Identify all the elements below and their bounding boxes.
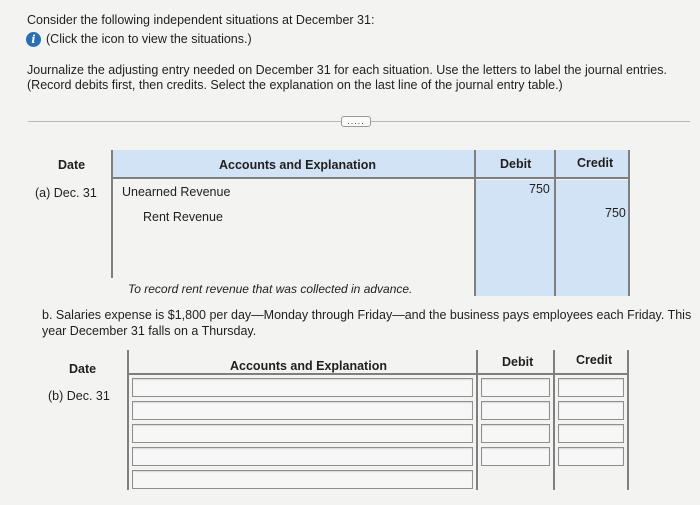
entry-date-b: (b) Dec. 31 [48, 389, 110, 403]
debit-column-bg [476, 180, 555, 296]
debit-input-4[interactable] [481, 447, 550, 466]
col-divider-date-b [127, 350, 129, 490]
debit-amount[interactable]: 750 [529, 182, 550, 196]
credit-account[interactable]: Rent Revenue [143, 210, 223, 224]
debit-input-3[interactable] [481, 424, 550, 443]
header-accounts-b: Accounts and Explanation [230, 359, 387, 373]
header-bottom-rule [112, 177, 630, 179]
account-input-4[interactable] [132, 447, 473, 466]
col-divider-credit-b [627, 350, 629, 490]
header-date-b: Date [69, 362, 97, 376]
entry-date: (a) Dec. 31 [35, 186, 97, 200]
header-accounts: Accounts and Explanation [219, 158, 376, 172]
intro-text: Consider the following independent situations at December 31: [27, 13, 375, 27]
expand-more-button[interactable]: ..... [341, 116, 371, 127]
instructions-line-1: Journalize the adjusting entry needed on December 31 for each situation. Use the letters to label the journal entries. [27, 63, 667, 77]
entry-explanation[interactable]: To record rent revenue that was collected in advance. [128, 282, 413, 296]
col-divider-credit [628, 150, 630, 296]
credit-input-3[interactable] [558, 424, 624, 443]
credit-column-bg [556, 180, 629, 296]
header-debit-b: Debit [502, 355, 534, 369]
instructions-line-2: (Record debits first, then credits. Select the explanation on the last line of the journal entry table.) [27, 78, 563, 92]
view-situations-link[interactable]: (Click the icon to view the situations.) [46, 32, 252, 46]
account-input-2[interactable] [132, 401, 473, 420]
header-credit-b: Credit [576, 353, 613, 367]
credit-input-4[interactable] [558, 447, 624, 466]
header-credit: Credit [577, 156, 614, 170]
header-debit: Debit [500, 157, 532, 171]
col-divider-debit [554, 150, 556, 296]
credit-input-2[interactable] [558, 401, 624, 420]
debit-input-1[interactable] [481, 378, 550, 397]
explanation-input[interactable] [132, 470, 473, 489]
account-input-1[interactable] [132, 378, 473, 397]
debit-account[interactable]: Unearned Revenue [122, 185, 231, 199]
debit-input-2[interactable] [481, 401, 550, 420]
col-divider-accounts [474, 150, 476, 296]
col-divider-date [111, 150, 113, 278]
col-divider-debit-b [553, 350, 555, 490]
col-divider-accounts-b [476, 350, 478, 490]
situation-b-line-2: year December 31 falls on a Thursday. [42, 324, 257, 338]
account-input-3[interactable] [132, 424, 473, 443]
info-icon[interactable]: i [26, 32, 41, 47]
credit-input-1[interactable] [558, 378, 624, 397]
situation-b-line-1: b. Salaries expense is $1,800 per day—Monday through Friday—and the business pays employees each Friday. This [42, 308, 692, 322]
header-date: Date [58, 158, 86, 172]
credit-amount[interactable]: 750 [605, 206, 626, 220]
